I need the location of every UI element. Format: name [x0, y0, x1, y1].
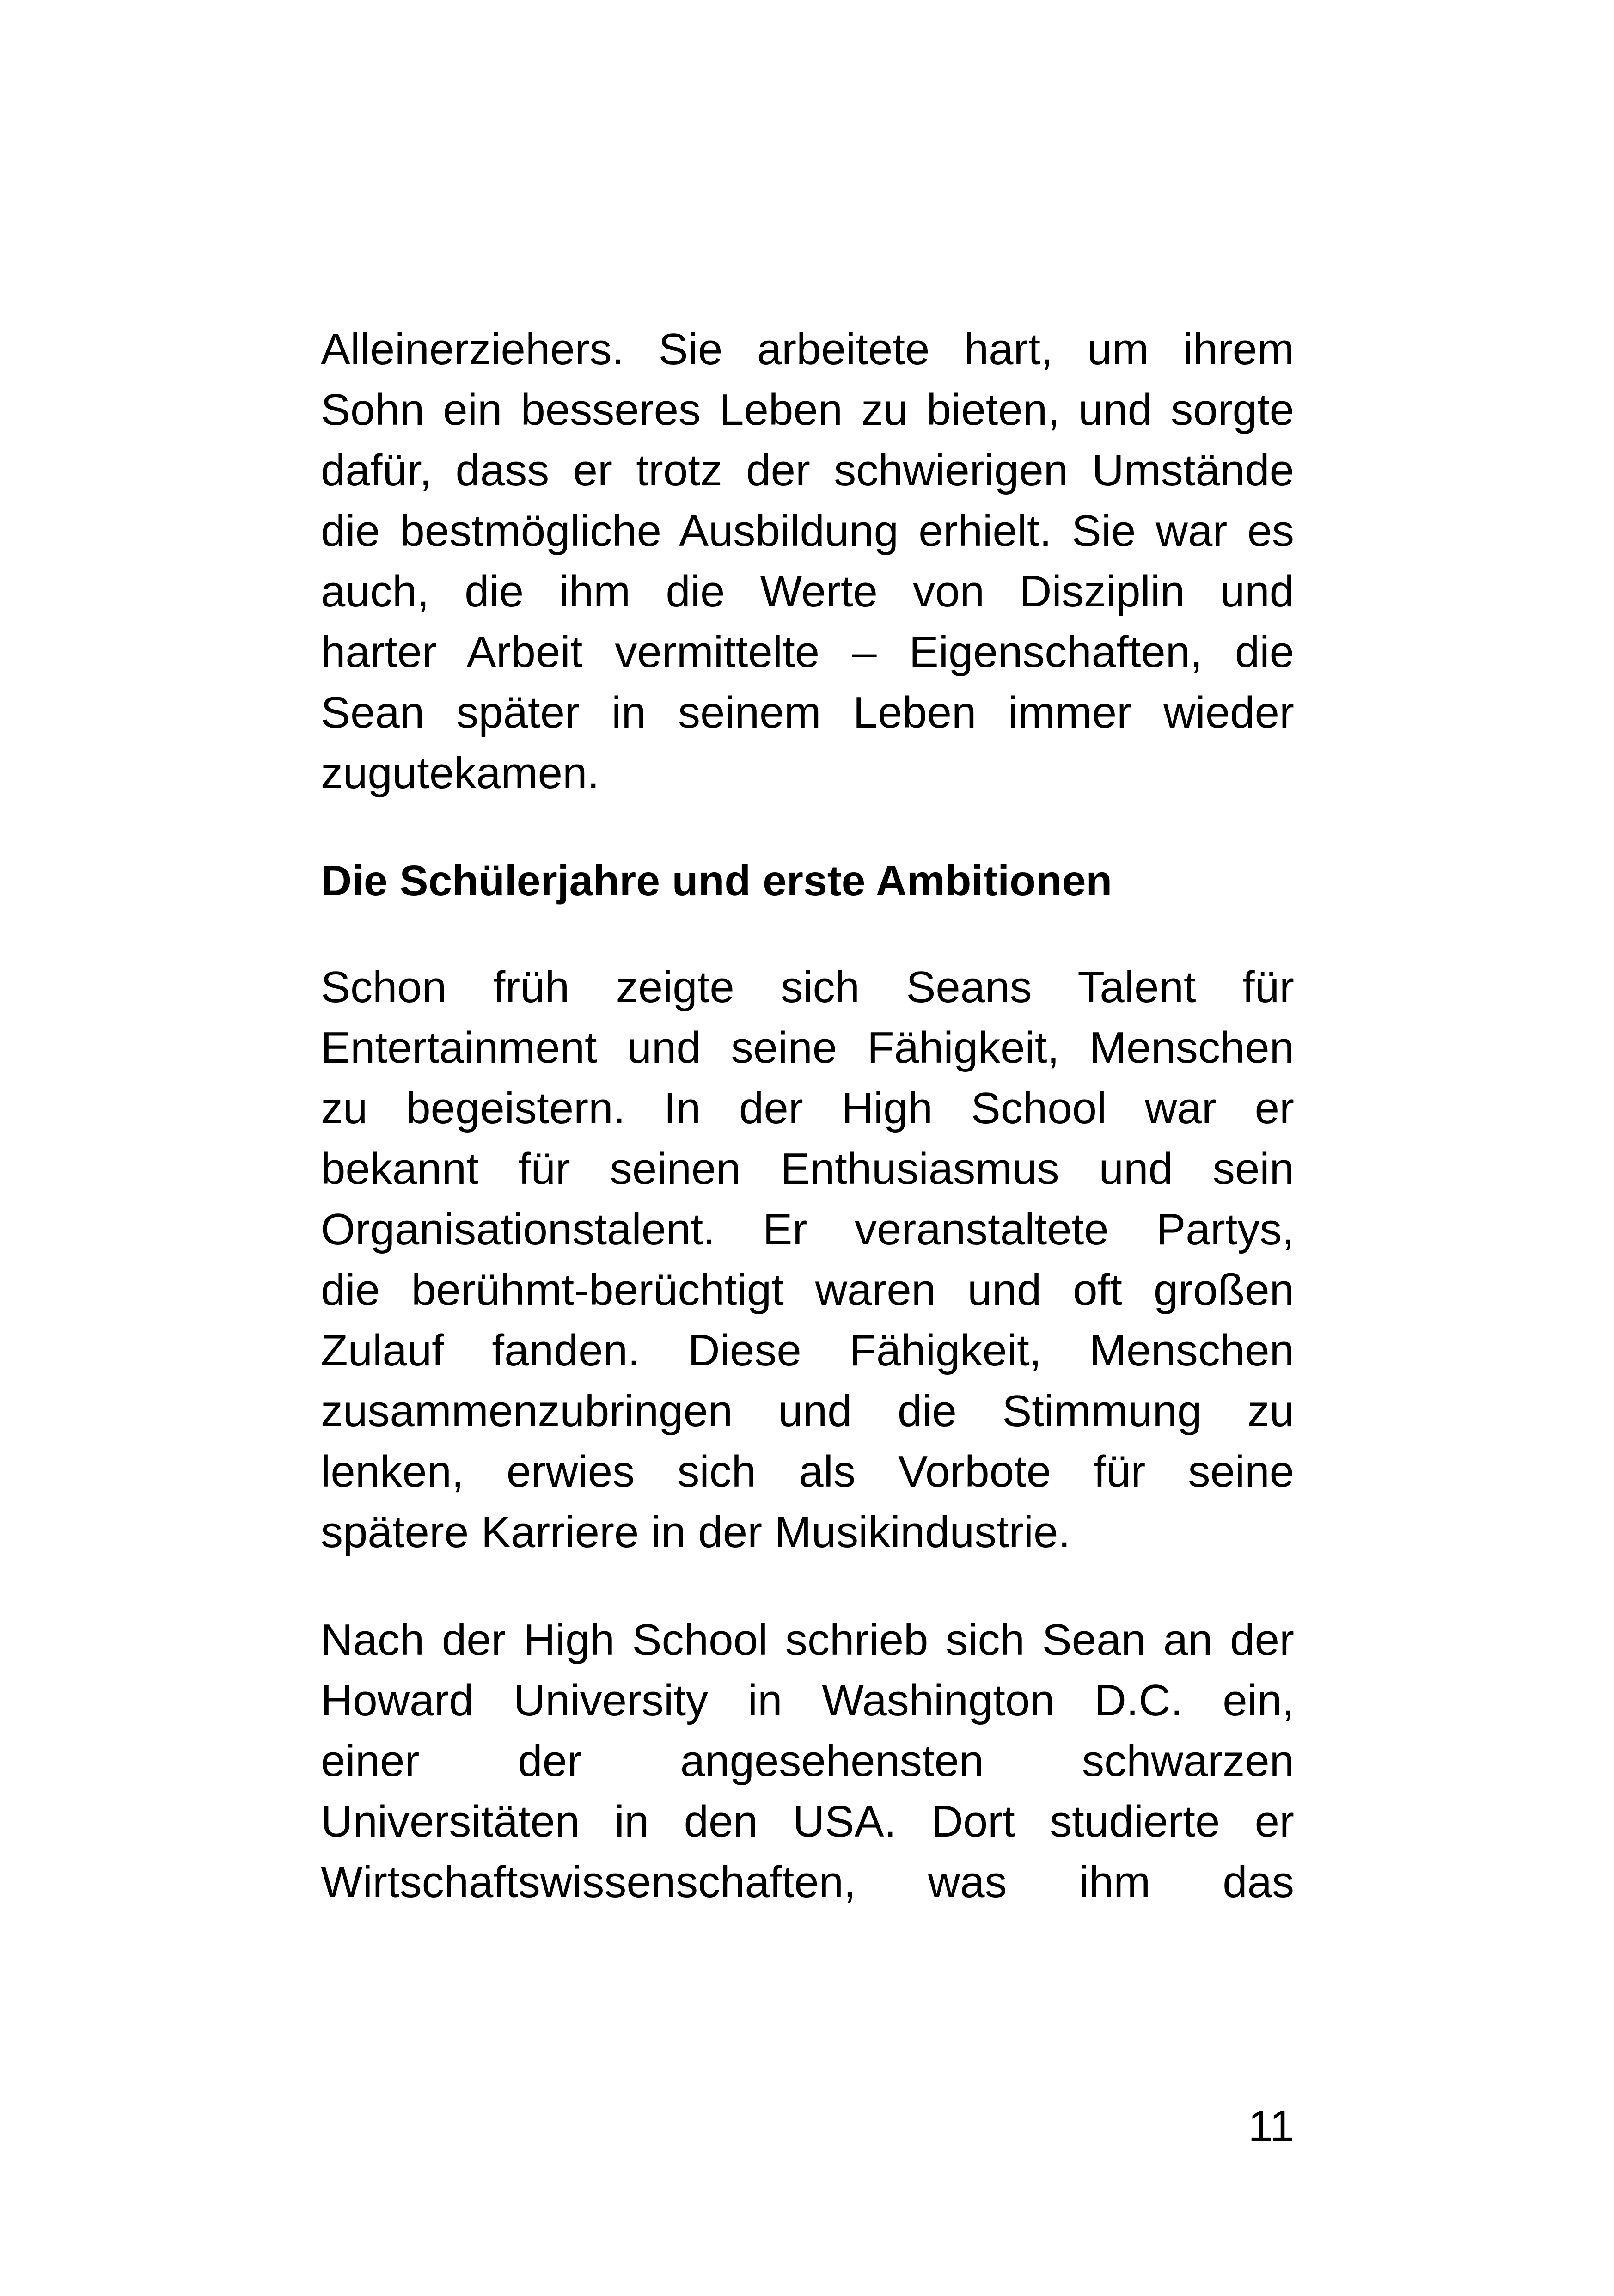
- page-body: [321, 319, 1294, 1912]
- text-line: spätere Karriere in der Musikindustrie.: [321, 1507, 1071, 1557]
- text-line: harter Arbeit vermittelte – Eigenschaften, die: [321, 627, 1294, 677]
- text-line: Organisationstalent. Er veranstaltete Partys,: [321, 1205, 1294, 1254]
- text-line: Zulauf fanden. Diese Fähigkeit, Menschen: [321, 1326, 1294, 1375]
- text-line: Alleinerziehers. Sie arbeitete hart, um ihrem: [321, 325, 1294, 374]
- text-line: Schon früh zeigte sich Seans Talent für: [321, 962, 1294, 1012]
- text-line: Entertainment und seine Fähigkeit, Menschen: [321, 1023, 1294, 1072]
- text-line: Howard University in Washington D.C. ein,: [321, 1676, 1294, 1725]
- text-line: zugutekamen.: [321, 748, 600, 798]
- text-line: zusammenzubringen und die Stimmung zu: [321, 1386, 1294, 1436]
- page-number: 11: [1248, 2101, 1294, 2151]
- section-heading: Die Schülerjahre und erste Ambitionen: [321, 857, 1113, 905]
- paragraph-2: [321, 957, 1294, 1562]
- text-line: Sohn ein besseres Leben zu bieten, und sorgte: [321, 385, 1294, 435]
- text-line: zu begeistern. In der High School war er: [321, 1084, 1294, 1133]
- text-line: Sean später in seinem Leben immer wieder: [321, 688, 1294, 737]
- text-line: die bestmögliche Ausbildung erhielt. Sie war es: [321, 506, 1294, 556]
- text-line: auch, die ihm die Werte von Disziplin und: [321, 567, 1294, 616]
- text-line: bekannt für seinen Enthusiasmus und sein: [321, 1144, 1294, 1194]
- text-line: die berühmt-berüchtigt waren und oft großen: [321, 1265, 1294, 1315]
- text-line: einer der angesehensten schwarzen: [321, 1736, 1294, 1786]
- text-line: Wirtschaftswissenschaften, was ihm das: [321, 1857, 1294, 1907]
- text-line: Universitäten in den USA. Dort studierte er: [321, 1797, 1294, 1846]
- text-line: Nach der High School schrieb sich Sean an der: [321, 1615, 1294, 1665]
- text-line: dafür, dass er trotz der schwierigen Umstände: [321, 446, 1294, 495]
- paragraph-3: [321, 1610, 1294, 1912]
- paragraph-1: [321, 319, 1294, 803]
- text-line: lenken, erwies sich als Vorbote für seine: [321, 1447, 1294, 1496]
